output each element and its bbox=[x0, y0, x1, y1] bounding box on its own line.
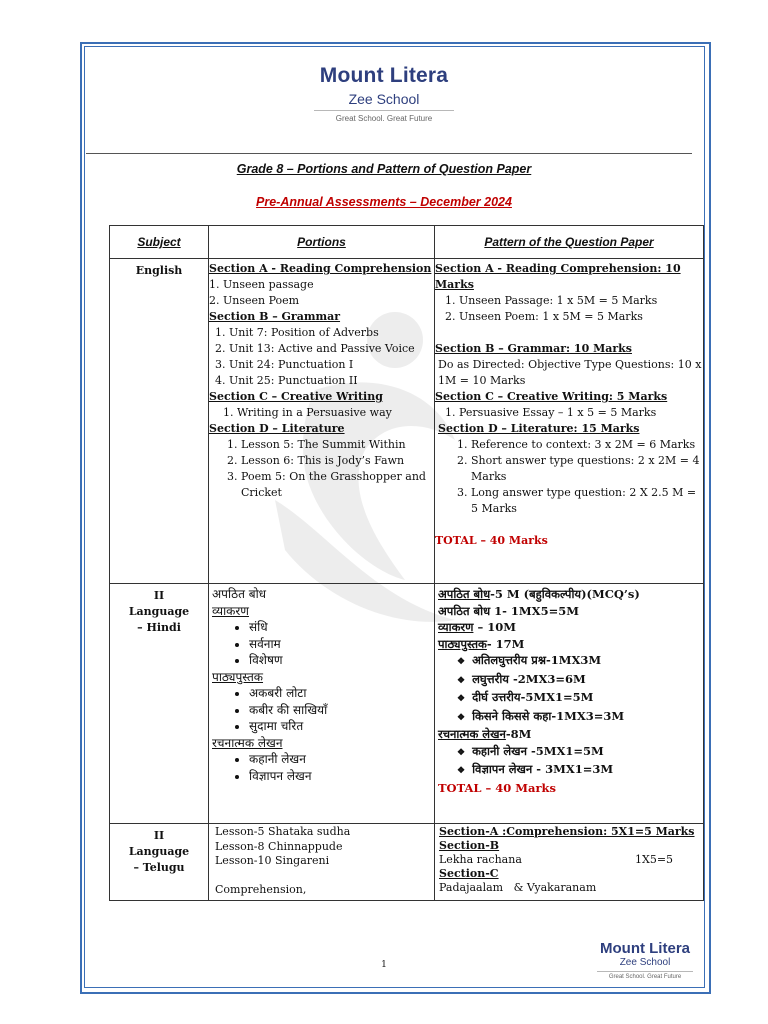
list-item bbox=[215, 869, 434, 884]
pattern-marks: -5 M (बहुविकल्पीय)(MCQ’s) bbox=[490, 587, 640, 601]
table-row-telugu bbox=[110, 824, 704, 901]
subject-label: II bbox=[153, 829, 165, 842]
section-heading: Section B – Grammar bbox=[209, 310, 341, 323]
writing-marks-list bbox=[435, 743, 703, 780]
total-marks: TOTAL – 40 Marks bbox=[435, 534, 548, 547]
list-item: • विशेषण bbox=[249, 652, 434, 669]
subject-hindi bbox=[110, 584, 209, 824]
header-separator bbox=[86, 153, 692, 154]
pattern-item: Lekha rachana bbox=[439, 853, 522, 866]
list-item: 1. Unseen Passage: 1 x 5M = 5 Marks bbox=[459, 293, 703, 309]
list-item: 4. Unit 25: Punctuation II bbox=[229, 373, 434, 389]
textbook-topics bbox=[209, 685, 434, 735]
pattern-marks: 1X5=5 bbox=[635, 853, 674, 866]
writing-marks-list bbox=[435, 405, 703, 421]
document-title: Grade 8 – Portions and Pattern of Question Paper bbox=[236, 162, 532, 176]
header-portions: Portions bbox=[209, 226, 435, 259]
portion-heading: पाठ्यपुस्तक bbox=[212, 669, 264, 684]
portions-english bbox=[209, 259, 435, 584]
header-subject: Subject bbox=[110, 226, 209, 259]
section-heading: Section D – Literature: 15 Marks bbox=[438, 422, 640, 435]
list-item: ❖ किसने किससे कहा-1MX3=3M bbox=[457, 708, 703, 727]
grammar-list bbox=[209, 325, 434, 389]
list-item: ❖ कहानी लेखन -5MX1=5M bbox=[457, 743, 703, 762]
writing-list bbox=[209, 405, 434, 421]
logo-rule bbox=[314, 110, 454, 111]
list-item: 2. Unseen Poem bbox=[209, 294, 300, 307]
portion-heading: रचनात्मक लेखन bbox=[212, 735, 283, 750]
logo-school: Zee School bbox=[348, 91, 420, 107]
total-marks: TOTAL – 40 Marks bbox=[438, 780, 556, 795]
subject-label: English bbox=[135, 264, 183, 277]
list-item: 2. Unit 13: Active and Passive Voice bbox=[229, 341, 434, 357]
list-item: • संधि bbox=[249, 619, 434, 636]
pattern-marks: -8M bbox=[505, 727, 532, 741]
pattern-hindi bbox=[435, 584, 704, 824]
pattern-line bbox=[435, 636, 703, 653]
portions-telugu bbox=[209, 824, 435, 901]
section-heading: Section-A :Comprehension: 5X1=5 Marks bbox=[439, 825, 695, 838]
section-heading: Section-B bbox=[439, 839, 500, 852]
spacer bbox=[435, 325, 703, 341]
pattern-heading: रचनात्मक लेखन bbox=[438, 727, 506, 741]
subject-label: Language bbox=[128, 605, 190, 618]
page-number: 1 bbox=[381, 960, 387, 970]
list-item: • सर्वनाम bbox=[249, 636, 434, 653]
list-item: 1. Unit 7: Position of Adverbs bbox=[229, 325, 434, 341]
section-heading: Section A - Reading Comprehension bbox=[209, 262, 432, 275]
list-item: ❖ अतिलघुत्तरीय प्रश्न-1MX3M bbox=[457, 652, 703, 671]
footer-logo bbox=[597, 940, 693, 982]
subject-label: Language bbox=[128, 845, 190, 858]
section-heading: Section C – Creative Writing bbox=[209, 390, 383, 403]
subject-telugu bbox=[110, 824, 209, 901]
list-item: 1. Lesson 5: The Summit Within bbox=[241, 437, 434, 453]
pattern-line bbox=[435, 726, 703, 743]
pattern-heading: अपठित बोध bbox=[438, 587, 491, 601]
list-item: 1. Writing in a Persuasive way bbox=[237, 405, 434, 421]
list-item: Comprehension, bbox=[215, 883, 307, 896]
grammar-marks-text: Do as Directed: Objective Type Questions: 10 x 1M = 10 Marks bbox=[438, 358, 702, 387]
pattern-line: अपठित बोध 1- 1MX5=5M bbox=[438, 603, 579, 618]
pattern-heading: व्याकरण bbox=[438, 620, 474, 634]
list-item: ❖ दीर्घ उत्तरीय-5MX1=5M bbox=[457, 689, 703, 708]
list-item: 3. Long answer type question: 2 X 2.5 M = 5 Marks bbox=[471, 485, 703, 517]
pattern-heading: पाठ्यपुस्तक bbox=[438, 636, 487, 651]
list-item: • विज्ञापन लेखन bbox=[249, 768, 434, 785]
portions-table bbox=[109, 225, 704, 901]
grammar-topics bbox=[209, 619, 434, 669]
portion-heading: व्याकरण bbox=[212, 603, 249, 618]
list-item: 1. Unseen passage bbox=[209, 278, 314, 291]
pattern-marks: - 17M bbox=[486, 636, 525, 651]
section-heading: Section A - Reading Comprehension: 10 Marks bbox=[435, 262, 681, 291]
pattern-english bbox=[435, 259, 704, 584]
portion-heading: अपठित बोध bbox=[212, 587, 267, 601]
subject-label: – Hindi bbox=[137, 621, 181, 634]
pattern-telugu bbox=[435, 824, 704, 901]
school-logo bbox=[0, 64, 768, 125]
logo-school: Zee School bbox=[619, 957, 671, 968]
list-item: Lesson-10 Singareni bbox=[215, 854, 330, 867]
table-row-hindi bbox=[110, 584, 704, 824]
table-header-row bbox=[110, 226, 704, 259]
list-item: 1. Persuasive Essay – 1 x 5 = 5 Marks bbox=[459, 405, 703, 421]
subject-label: II bbox=[153, 589, 165, 602]
writing-topics bbox=[209, 751, 434, 784]
list-item: ❖ लघुत्तरीय -2MX3=6M bbox=[457, 671, 703, 690]
textbook-marks-list bbox=[435, 652, 703, 726]
list-item: 2. Lesson 6: This is Jody’s Fawn bbox=[241, 453, 434, 469]
list-item: • अकबरी लोटा bbox=[249, 685, 434, 702]
subject-label: – Telugu bbox=[133, 861, 185, 874]
logo-tagline: Great School. Great Future bbox=[335, 114, 433, 123]
pattern-line bbox=[435, 619, 703, 636]
logo-tagline: Great School. Great Future bbox=[597, 971, 693, 982]
portions-hindi bbox=[209, 584, 435, 824]
header-pattern: Pattern of the Question Paper bbox=[435, 226, 704, 259]
table-row-english bbox=[110, 259, 704, 584]
section-heading: Section C – Creative Writing: 5 Marks bbox=[435, 390, 668, 403]
document-subtitle: Pre-Annual Assessments – December 2024 bbox=[256, 195, 512, 209]
list-item: 1. Reference to context: 3 x 2M = 6 Marks bbox=[471, 437, 703, 453]
pattern-item: Padajaalam & Vyakaranam bbox=[439, 881, 597, 894]
list-item: 3. Unit 24: Punctuation I bbox=[229, 357, 434, 373]
list-item: • कहानी लेखन bbox=[249, 751, 434, 768]
list-item: ❖ विज्ञापन लेखन - 3MX1=3M bbox=[457, 761, 703, 780]
literature-marks-list bbox=[435, 437, 703, 517]
reading-marks-list bbox=[435, 293, 703, 325]
section-heading: Section-C bbox=[439, 867, 499, 880]
list-item: Lesson-8 Chinnappude bbox=[215, 839, 343, 853]
spacer bbox=[435, 517, 703, 533]
list-item: • कबीर की साखियाँ bbox=[249, 702, 434, 719]
subject-english bbox=[110, 259, 209, 584]
list-item: Lesson-5 Shataka sudha bbox=[215, 825, 351, 838]
pattern-line bbox=[435, 586, 703, 603]
list-item: 2. Short answer type questions: 2 x 2M = 4 Marks bbox=[471, 453, 703, 485]
section-heading: Section B – Grammar: 10 Marks bbox=[435, 342, 632, 355]
section-heading: Section D – Literature bbox=[209, 422, 345, 435]
list-item: 2. Unseen Poem: 1 x 5M = 5 Marks bbox=[459, 309, 703, 325]
list-item: • सुदामा चरित bbox=[249, 718, 434, 735]
pattern-line bbox=[439, 853, 703, 867]
logo-name: Mount Litera bbox=[319, 64, 449, 87]
literature-list bbox=[209, 437, 434, 501]
list-item: 3. Poem 5: On the Grasshopper and Cricket bbox=[241, 469, 434, 501]
logo-name: Mount Litera bbox=[600, 940, 690, 957]
pattern-marks: – 10M bbox=[473, 620, 516, 634]
